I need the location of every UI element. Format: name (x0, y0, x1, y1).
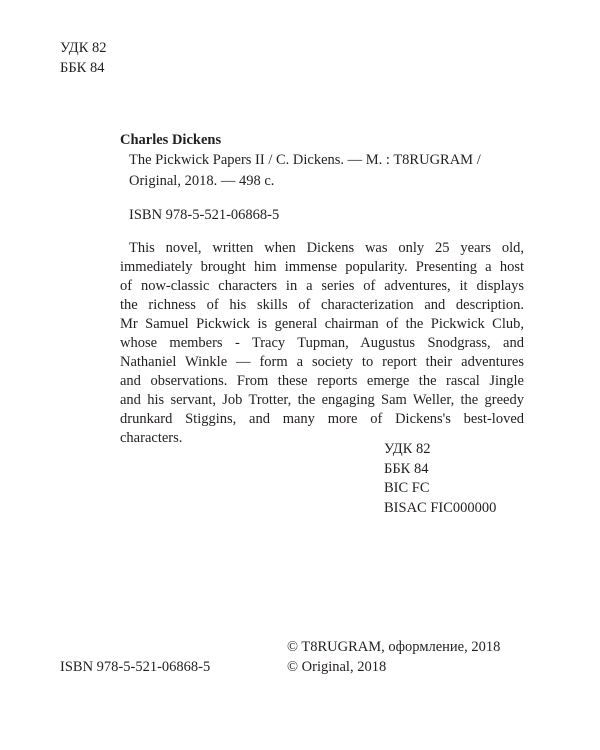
bibliographic-record (120, 150, 520, 192)
classification-codes-block (384, 440, 496, 518)
bisac-code: BISAC FIC000000 (384, 499, 497, 516)
abstract-line: and observations. From these reports emerge the rascal Jingle (120, 373, 524, 389)
abstract-line: whose members - Tracy Tupman, Augustus Snodgrass, and (120, 335, 524, 351)
udk-code: УДК 82 (60, 40, 107, 56)
copyright-line: © Original, 2018 (287, 658, 387, 675)
top-classification-codes (60, 38, 107, 78)
copyright-line: © T8RUGRAM, оформление, 2018 (287, 639, 501, 655)
isbn-number: ISBN 978-5-521-06868-5 (129, 207, 280, 223)
abstract-line: Mr Samuel Pickwick is general chairman of the Pickwick Club, (120, 316, 524, 332)
abstract-line: immediately brought him immense popularity. Presenting a host (120, 259, 524, 275)
author-name: Charles Dickens (120, 132, 222, 148)
bic-code: BIC FC (384, 480, 430, 496)
abstract-line: characters. (120, 430, 183, 446)
abstract-line: of now-classic characters in a series of adventures, it displays (120, 278, 524, 294)
footer-isbn-number: ISBN 978-5-521-06868-5 (60, 659, 211, 675)
book-abstract (120, 239, 524, 448)
abstract-line: and his servant, Job Trotter, the engaging Sam Weller, the greedy (120, 392, 524, 408)
bib-record-line: Original, 2018. — 498 c. (129, 173, 275, 189)
bbk-code: ББК 84 (60, 60, 105, 76)
catalog-entry (120, 131, 520, 192)
abstract-line: Nathaniel Winkle — form a society to report their adventures (120, 354, 524, 370)
udk-code: УДК 82 (384, 441, 431, 457)
copyright-notice (287, 638, 500, 677)
bib-record-line: The Pickwick Papers II / C. Dickens. — M. : T8RUGRAM / (129, 152, 481, 168)
abstract-line: the richness of his skills of characterization and description. (120, 297, 524, 313)
abstract-line: This novel, written when Dickens was only 25 years old, (129, 240, 524, 256)
bbk-code: ББК 84 (384, 460, 429, 477)
abstract-line: drunkard Stiggins, and many more of Dickens's best-loved (120, 411, 524, 427)
